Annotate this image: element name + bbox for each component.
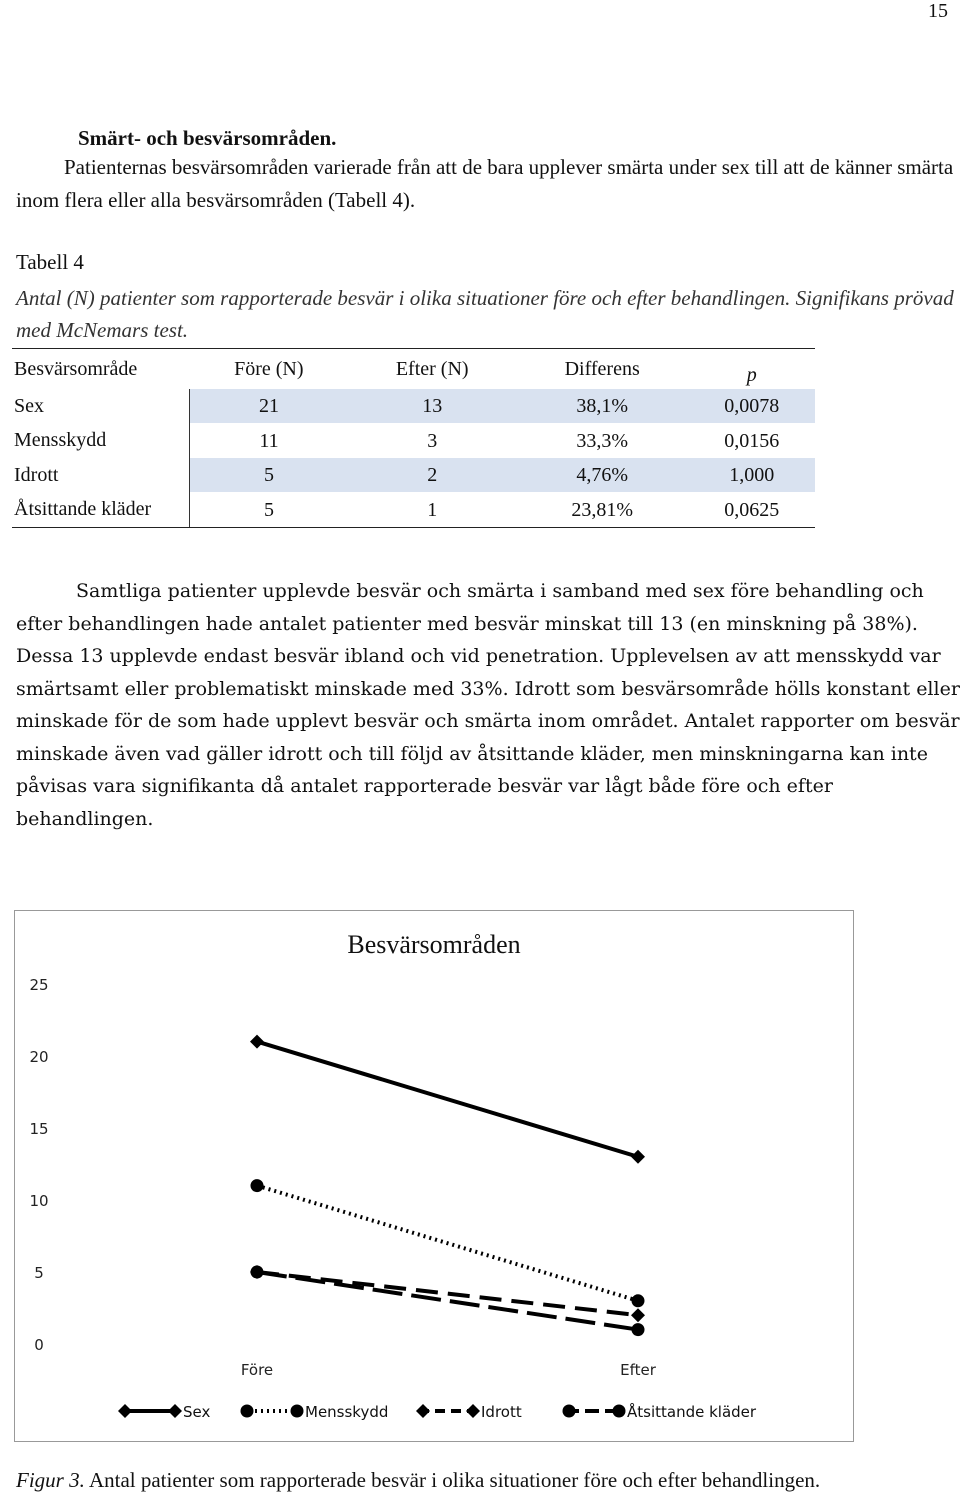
cell-before: 21 (189, 389, 349, 424)
cell-area: Mensskydd (12, 424, 189, 459)
table-row (12, 389, 815, 424)
cell-p: 1,000 (689, 458, 815, 493)
header-difference: Differens (516, 349, 689, 390)
series-line (257, 1042, 638, 1157)
cell-before: 5 (189, 458, 349, 493)
chart-title: Besvärsområden (347, 930, 521, 959)
header-after: Efter (N) (349, 349, 516, 390)
paragraph-results: Samtliga patienter upplevde besvär och smärta i samband med sex före behandling och efter behandlingen hade antalet patienter med besvär minskat till 13 (en minskning på 38%). Dessa 13 upplevde endast besvär ibland och vid penetration. Upplevelsen av att mensskydd var smärtsamt eller problematiskt minskade med 33%. Idrott som besvärsområde hölls konstant eller minskade för de som hade upplevt besvär och smärta inom området. Antalet rapporter om besvär minskade även vad gäller idrott och till följd av åtsittande kläder, men minskningarna kan inte påvisas vara signifikanta då antalet rapporterade besvär var lågt både före och efter behandlingen. (16, 580, 960, 830)
chart-container (14, 910, 854, 1442)
legend-marker (291, 1405, 304, 1418)
legend-marker (613, 1405, 626, 1418)
cell-area: Idrott (12, 458, 189, 493)
header-before: Före (N) (189, 349, 349, 390)
legend-marker (416, 1404, 430, 1418)
cell-area: Sex (12, 389, 189, 424)
cell-before: 5 (189, 493, 349, 528)
legend-marker (466, 1404, 480, 1418)
x-tick-label: Före (240, 1361, 274, 1379)
data-point (250, 1035, 264, 1049)
data-point (631, 1308, 645, 1322)
cell-p: 0,0156 (724, 429, 780, 452)
cell-after: 13 (349, 389, 516, 424)
cell-difference: 38,1% (516, 389, 689, 424)
table-row (12, 424, 815, 459)
figure-caption-text: Antal patienter som rapporterade besvär i olika situationer före och efter behandlingen. (88, 1468, 821, 1492)
data-point (632, 1323, 645, 1336)
cell-before: 11 (259, 429, 279, 452)
table-row (12, 458, 815, 493)
legend-marker (563, 1405, 576, 1418)
y-tick-label: 0 (34, 1336, 44, 1354)
data-point (631, 1150, 645, 1164)
cell-after: 1 (349, 493, 516, 528)
header-area: Besvärsområde (12, 349, 189, 390)
cell-after: 3 (427, 429, 438, 452)
legend-marker (168, 1404, 182, 1418)
table-label: Tabell 4 (16, 250, 84, 274)
figure-caption-label: Figur 3. (16, 1468, 85, 1492)
cell-p: 0,0625 (689, 493, 815, 528)
data-point (251, 1179, 264, 1192)
legend-label: Åtsittande kläder (627, 1403, 757, 1421)
y-tick-label: 20 (29, 1048, 49, 1066)
paragraph-intro: Patienternas besvärsområden varierade från att de bara upplever smärta under sex till att de känner smärta inom flera eller alla besvärsområden (Tabell 4). (16, 155, 954, 212)
table-header-row (12, 349, 815, 390)
y-tick-label: 25 (29, 976, 49, 994)
page-number: 15 (928, 0, 948, 22)
series-line (257, 1186, 638, 1301)
cell-difference: 33,3% (576, 429, 628, 452)
figure-caption (16, 1468, 820, 1493)
data-point (632, 1294, 645, 1307)
y-tick-label: 15 (29, 1120, 49, 1138)
table-row (12, 493, 815, 528)
legend-label: Mensskydd (305, 1403, 389, 1421)
results-table (12, 348, 815, 528)
legend-marker (241, 1405, 254, 1418)
cell-p: 0,0078 (689, 389, 815, 424)
series-line (257, 1272, 638, 1315)
cell-difference: 23,81% (516, 493, 689, 528)
data-point (251, 1266, 264, 1279)
y-tick-label: 5 (34, 1264, 44, 1282)
legend-label: Sex (183, 1403, 211, 1421)
table-caption: Antal (N) patienter som rapporterade besvär i olika situationer före och efter behandlingen. Signifikans prövad med McNemars test. (16, 286, 954, 342)
section-heading: Smärt- och besvärsområden. (78, 126, 337, 150)
line-chart (15, 911, 853, 1441)
series-line (257, 1272, 638, 1330)
x-tick-label: Efter (620, 1361, 656, 1379)
header-p: p (689, 349, 815, 390)
cell-difference: 4,76% (516, 458, 689, 493)
cell-after: 2 (349, 458, 516, 493)
legend-marker (118, 1404, 132, 1418)
legend-label: Idrott (481, 1403, 522, 1421)
cell-area: Åtsittande kläder (12, 493, 189, 528)
y-tick-label: 10 (29, 1192, 49, 1210)
